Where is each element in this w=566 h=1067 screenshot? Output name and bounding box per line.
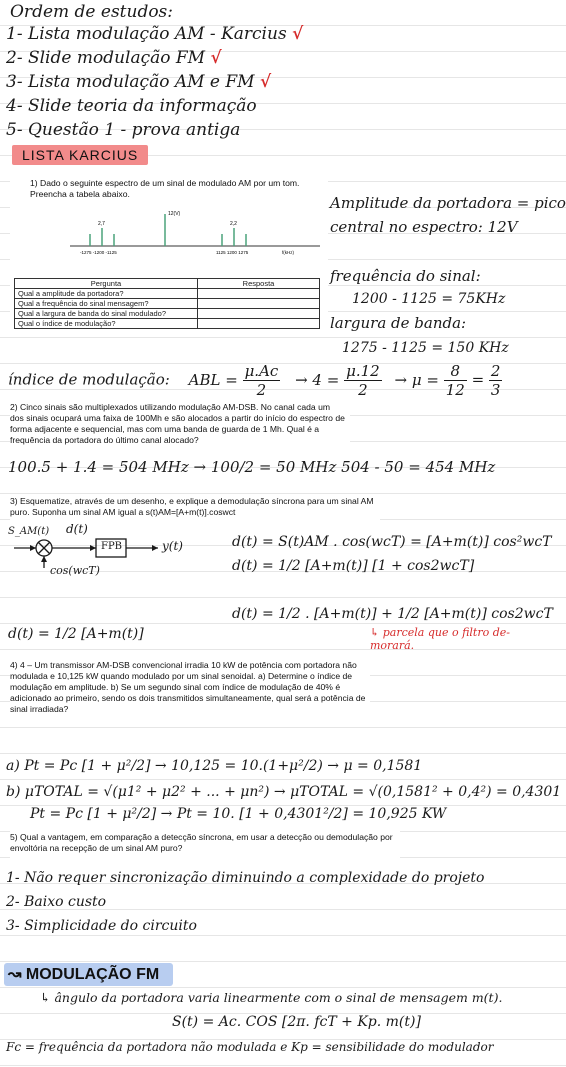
spectrum-label: 2,2 xyxy=(230,221,237,227)
question-3-text: 3) Esquematize, através de um desenho, e explique a demodulação síncrona para um sinal AM puro. Suponha um sinal AM igual a s(t)AM=[A+m(t)].coswct xyxy=(10,496,374,517)
table-cell xyxy=(198,299,320,309)
answer-index-title: índice de modulação: xyxy=(8,370,170,389)
answer-q5-3: 3- Simplicidade do circuito xyxy=(6,918,197,934)
check-icon: √ xyxy=(260,72,272,92)
table-cell xyxy=(198,319,320,329)
fraction xyxy=(243,362,281,399)
table-cell xyxy=(198,309,320,319)
diagram-input-label: S_AM(t) xyxy=(8,526,50,537)
answer-q5-1: 1- Não requer sincronização diminuindo a complexidade do projeto xyxy=(6,870,485,886)
q3-eq-3: d(t) = 1/2 . [A+m(t)] + 1/2 [A+m(t)] cos2wcT xyxy=(232,606,553,622)
fm-heading-box xyxy=(4,963,173,986)
diagram-wires xyxy=(8,528,208,588)
question-5-sheet xyxy=(10,830,400,858)
table-cell: Qual a amplitude da portadora? xyxy=(15,289,198,299)
spectrum-label: 12(V) xyxy=(168,211,181,217)
arrow-text: → 4 = xyxy=(295,370,340,389)
answer-amplitude-line-2: central no espectro: 12V xyxy=(330,218,518,236)
study-item-4: 4- Slide teoria da informação xyxy=(6,96,257,116)
question-4-text: 4) 4 – Um transmissor AM-DSB convencional irradia 10 kW de potência com portadora não modulada e 10,125 kW quando modulado por um sinal senoidal. a) Determine o índice de modulação em amplitude. b) Se um segundo sinal com índice de modulação de 40% é adicionado ao primeiro, sendo os dois transmitidos simultaneamente, qual será a potência de sinal irradiada? xyxy=(10,660,366,714)
study-item-label: 2- Slide modulação FM xyxy=(6,48,206,68)
diagram-output-label: y(t) xyxy=(162,539,183,553)
table-cell: Qual o índice de modulação? xyxy=(15,319,198,329)
question-1-text: 1) Dado o seguinte espectro de um sinal de modulado AM por um tom. Preencha a tabela abaixo. xyxy=(30,178,300,199)
equals: = xyxy=(471,370,485,389)
diagram-block-label: FPB xyxy=(101,541,123,552)
denominator: 3 xyxy=(490,381,501,399)
answer-frequency-title: frequência do sinal: xyxy=(330,267,481,285)
page-title: Ordem de estudos: xyxy=(10,2,174,22)
fraction xyxy=(444,362,467,399)
squiggle-arrow-icon: ↝ xyxy=(8,966,22,983)
spectrum-label: -1275 -1200 -1125 xyxy=(80,250,117,255)
question-5-text: 5) Qual a vantagem, em comparação a detecção síncrona, em usar a detecção ou demodulação por envoltória na recepção de um sinal AM puro? xyxy=(10,832,393,853)
answer-q2: 100.5 + 1.4 = 504 MHz → 100/2 = 50 MHz 504 - 50 = 454 MHz xyxy=(8,458,496,476)
table-header: Pergunta xyxy=(15,279,198,289)
table-row xyxy=(15,299,320,309)
denominator: 2 xyxy=(256,381,267,399)
table-cell: Qual a largura de banda do sinal modulado? xyxy=(15,309,198,319)
q3-eq-1: d(t) = S(t)AM . cos(wcT) = [A+m(t)] cos²wcT xyxy=(232,534,552,550)
q3-eq-4: d(t) = 1/2 [A+m(t)] xyxy=(8,626,144,642)
table-cell xyxy=(198,289,320,299)
q3-eq-2: d(t) = 1/2 [A+m(t)] [1 + cos2wcT] xyxy=(232,558,475,574)
numerator: μ.Ac xyxy=(244,362,279,380)
question-2-text: 2) Cinco sinais são multiplexados utilizando modulação AM-DSB. No canal cada um dos sinais ocupará uma faixa de 100Mh e são alocados a partir do início do espectro de forma adjacente e sequencial, mas com uma banda de guarda de 1 Mh. Qual é a frequência da portadora do último canal alocado? xyxy=(10,402,345,445)
numerator: 2 xyxy=(490,362,501,380)
answer-bandwidth: 1275 - 1125 = 150 KHz xyxy=(342,340,509,356)
section-label xyxy=(12,145,148,164)
answer-q4-b2: Pt = Pc [1 + μ²/2] → Pt = 10. [1 + 0,4301²/2] = 10,925 KW xyxy=(30,806,447,822)
check-icon: √ xyxy=(292,24,304,44)
study-item-2 xyxy=(6,48,222,68)
spectrum-label: 2,7 xyxy=(98,221,105,227)
question-4-sheet xyxy=(10,658,370,722)
numerator: 8 xyxy=(444,362,467,381)
question-3-sheet xyxy=(10,494,380,522)
study-item-label: 1- Lista modulação AM - Karcius xyxy=(6,24,287,44)
fm-line-1: ↳ ângulo da portadora varia linearmente com o sinal de mensagem m(t). xyxy=(40,990,503,1005)
arrow-text: → μ = xyxy=(394,370,439,389)
denominator: 2 xyxy=(358,381,368,399)
study-item-3 xyxy=(6,72,271,92)
answer-q4-a: a) Pt = Pc [1 + μ²/2] → 10,125 = 10.(1+μ²/2) → μ = 0,1581 xyxy=(6,758,423,774)
fm-line-2: Fc = frequência da portadora não modulada e Kp = sensibilidade do modulador xyxy=(6,1040,494,1054)
answer-q5-2: 2- Baixo custo xyxy=(6,894,107,910)
diagram-mid-label: d(t) xyxy=(66,522,88,536)
fm-heading xyxy=(4,964,173,984)
question-1-sheet xyxy=(10,174,328,332)
question-2-sheet xyxy=(10,400,350,448)
study-item-label: 3- Lista modulação AM e FM xyxy=(6,72,255,92)
fraction xyxy=(489,362,503,399)
answer-bandwidth-title: largura de banda: xyxy=(330,314,467,332)
answer-amplitude-line-1: Amplitude da portadora = pico xyxy=(330,194,566,212)
denominator: 12 xyxy=(445,381,465,399)
diagram-carrier-label: cos(wcT) xyxy=(50,564,100,577)
table-row xyxy=(15,309,320,319)
spectrum-label: 1125 1200 1275 xyxy=(216,250,249,255)
table-row xyxy=(15,289,320,299)
table-header-row xyxy=(15,279,320,289)
table-header: Resposta xyxy=(198,279,320,289)
abl-label: ABL = xyxy=(188,370,238,389)
q3-note: ↳ parcela que o filtro de- morará. xyxy=(370,626,510,652)
answer-index-row xyxy=(8,362,502,399)
answer-frequency: 1200 - 1125 = 75KHz xyxy=(352,291,506,307)
demodulator-diagram xyxy=(8,522,208,588)
study-item-1 xyxy=(6,24,303,44)
section-label-text: LISTA KARCIUS xyxy=(12,145,148,165)
answer-q4-b1: b) μTOTAL = √(μ1² + μ2² + ... + μn²) → μTOTAL = √(0,1581² + 0,4²) = 0,4301 xyxy=(6,784,562,800)
numerator: μ.12 xyxy=(346,362,380,380)
table-row xyxy=(15,319,320,329)
question-1-table xyxy=(14,278,320,329)
spectrum-label: f(kHz) xyxy=(282,250,294,255)
table-cell: Qual a frequência do sinal mensagem? xyxy=(15,299,198,309)
check-icon: √ xyxy=(210,48,222,68)
spectrum-figure xyxy=(70,206,370,258)
fm-heading-text: MODULAÇÃO FM xyxy=(25,966,160,983)
fraction xyxy=(344,362,382,399)
fm-equation: S(t) = Ac. COS [2π. fcT + Kp. m(t)] xyxy=(172,1014,421,1030)
study-item-5: 5- Questão 1 - prova antiga xyxy=(6,120,241,140)
